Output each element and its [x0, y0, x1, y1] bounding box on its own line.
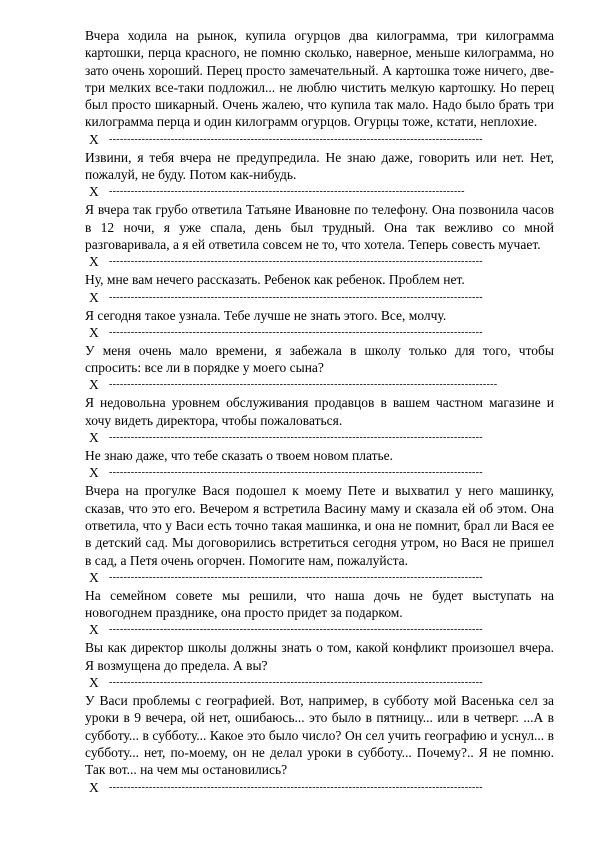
statement-paragraph: Вчера ходила на рынок, купила огурцов два килограмма, три килограмма картошки, перца красного, не помню сколько, наверное, меньше килограмма, но зато очень хороший. Перец просто замечательный. А картошка тоже ничего, две-три мелких все-таки подложил... не люблю чистить мелкую картошку. Но перец был просто шикарный. Очень жалею, что купила так мало. Надо было брать три килограмма перца и один килограмм огурцов. Огурцы тоже, кстати, неплохие. — [85, 28, 554, 130]
dashed-rule: ------------------------------------------------------------------------------------------------------- — [109, 432, 483, 444]
statement-paragraph: Я вчера так грубо ответила Татьяне Ивановне по телефону. Она позвонила часов в 12 ночи, я уже спала, день был трудный. Она так вежливо со мной разговаривала, а я ей ответила совсем не то, что хотела. Теперь совесть мучает. — [85, 202, 554, 252]
dashed-rule: ------------------------------------------------------------------------------------------------------- — [109, 133, 483, 145]
answer-line — [85, 779, 554, 797]
dashed-rule: ------------------------------------------------------------------------------------------------------- — [109, 781, 483, 793]
x-marker: X — [89, 289, 99, 305]
answer-line — [85, 376, 554, 394]
statement-paragraph: Вы как директор школы должны знать о том, какой конфликт произошел вчера. Я возмущена до предела. А вы? — [85, 640, 554, 673]
statement-paragraph: Ну, мне вам нечего рассказать. Ребенок как ребенок. Проблем нет. — [85, 272, 465, 288]
statement-paragraph: У меня очень мало времени, я забежала в школу только для того, чтобы спросить: все ли в порядке у моего сына? — [85, 342, 554, 376]
x-marker: X — [89, 254, 99, 270]
answer-line — [85, 253, 554, 271]
x-marker: X — [89, 430, 99, 446]
x-marker: X — [89, 324, 99, 340]
statement-paragraph: Я сегодня такое узнала. Тебе лучше не знать этого. Все, молчу. — [85, 307, 447, 323]
statement-paragraph: На семейном совете мы решили, что наша дочь не будет выступать на новогоднем празднике, она просто придет за подарком. — [85, 587, 554, 621]
statement-paragraph: Вчера на прогулке Вася подошел к моему Пете и выхватил у него машинку, сказав, что это его. Вечером я встретила Васину маму и сказала ей об этом. Она ответила, что у Васи есть точно такая машинка, и она не помнит, брал ли Вася ее в детский сад. Мы договорились встретиться сегодня утром, но Вася не пришел в сад, а Петя очень огорчен. Помогите нам, пожалуйста. — [85, 483, 554, 568]
x-marker: X — [89, 569, 99, 585]
answer-line — [85, 131, 554, 149]
x-marker: X — [89, 465, 99, 481]
x-marker: X — [89, 131, 99, 147]
dashed-rule: ----------------------------------------------------------------------------------------------------------- — [109, 379, 498, 391]
statement-paragraph: Не знаю даже, что тебе сказать о твоем новом платье. — [85, 448, 394, 464]
statement-paragraph: У Васи проблемы с географией. Вот, например, в субботу мой Васенька сел за уроки в 9 вечера, ой нет, ошибаюсь... это было в пятницу... или в четверг. ...А в субботу... в субботу... Какое это было число? Он сел учить географию и уснул... в субботу... нет, по-моему, он не делал уроки в субботу... Почему?.. Я не помню. Так вот... на чем мы остановились? — [85, 693, 554, 778]
dashed-rule: ------------------------------------------------------------------------------------------------------- — [109, 326, 483, 338]
dashed-rule: ------------------------------------------------------------------------------------------------------- — [109, 571, 483, 583]
answer-line — [85, 183, 554, 201]
dashed-rule: -------------------------------------------------------------------------------------------------- — [109, 186, 465, 198]
answer-line — [85, 324, 554, 342]
statement-paragraph: Извини, я тебя вчера не предупредила. Не знаю даже, говорить или нет. Нет, пожалуй, не буду. Потом как-нибудь. — [85, 149, 554, 183]
x-marker: X — [89, 675, 99, 691]
dashed-rule: ------------------------------------------------------------------------------------------------------- — [109, 677, 483, 689]
answer-line — [85, 674, 554, 692]
x-marker: X — [89, 779, 99, 795]
dashed-rule: ------------------------------------------------------------------------------------------------------- — [109, 624, 483, 636]
dashed-rule: ------------------------------------------------------------------------------------------------------- — [109, 291, 483, 303]
document-body — [85, 27, 554, 797]
answer-line — [85, 569, 554, 587]
x-marker: X — [89, 184, 99, 200]
statement-paragraph: Я недовольна уровнем обслуживания продавцов в вашем частном магазине и хочу видеть директора, чтобы пожаловаться. — [85, 395, 554, 428]
answer-line — [85, 464, 554, 482]
answer-line — [85, 429, 554, 447]
answer-line — [85, 289, 554, 307]
x-marker: X — [89, 622, 99, 638]
answer-line — [85, 621, 554, 639]
x-marker: X — [89, 377, 99, 393]
dashed-rule: ------------------------------------------------------------------------------------------------------- — [109, 256, 483, 268]
dashed-rule: ------------------------------------------------------------------------------------------------------- — [109, 467, 483, 479]
